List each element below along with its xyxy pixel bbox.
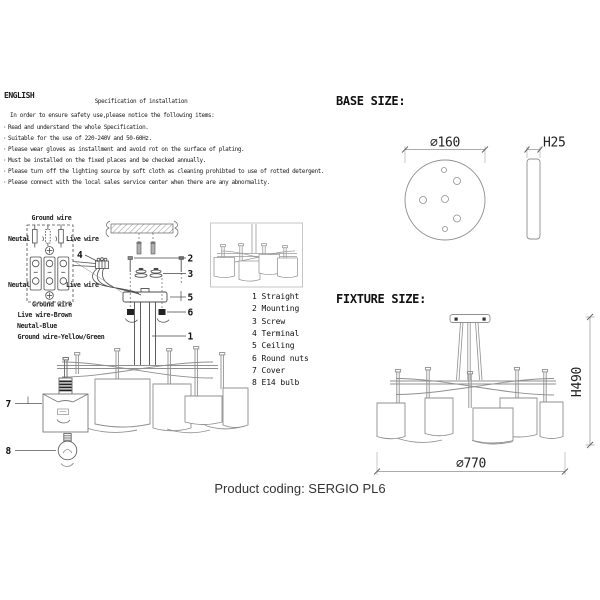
part-number: 8 bbox=[252, 378, 257, 388]
fixture-diameter-label: ∅770 bbox=[455, 456, 487, 472]
safety-item bbox=[3, 144, 324, 155]
part-name: Screw bbox=[261, 316, 286, 326]
wiring-labels bbox=[8, 214, 105, 341]
part-number: 6 bbox=[252, 353, 257, 363]
bullet: · bbox=[3, 146, 7, 153]
safety-item-text: Read and understand the whole Specification. bbox=[8, 124, 149, 131]
live-bottom-label: Live wire bbox=[66, 281, 99, 289]
parts-list-row bbox=[252, 303, 309, 315]
parts-list-row bbox=[252, 291, 309, 303]
callout-mounting: 2 bbox=[187, 253, 194, 265]
base-plate-side-view bbox=[527, 159, 540, 239]
safety-item bbox=[3, 166, 324, 177]
shade bbox=[95, 379, 150, 427]
base-size-section bbox=[336, 94, 566, 240]
safety-items-list bbox=[3, 122, 324, 188]
fixture-height-label: H490 bbox=[570, 366, 585, 398]
ground-wire-top-label: Ground wire bbox=[31, 214, 72, 222]
shade bbox=[540, 402, 563, 439]
bullet: · bbox=[3, 135, 7, 142]
parts-list-row bbox=[252, 353, 309, 365]
part-name: Terminal bbox=[261, 329, 300, 339]
base-size-title: BASE SIZE: bbox=[336, 94, 406, 108]
parts-list-row bbox=[252, 365, 309, 377]
part-name: E14 bulb bbox=[261, 378, 300, 388]
part-number: 2 bbox=[252, 304, 257, 314]
live-top-label: Live wire bbox=[66, 235, 99, 243]
neutral-bottom-label: Neutal bbox=[8, 281, 30, 289]
fixture-size-section bbox=[336, 292, 595, 475]
safety-item bbox=[3, 155, 324, 166]
callout-cover: 7 bbox=[5, 399, 12, 410]
spec-intro: In order to ensure safety use,please notice the following items: bbox=[10, 112, 215, 119]
safety-item bbox=[3, 122, 324, 133]
neutral-top-label: Neutal bbox=[8, 235, 30, 243]
safety-item-text: Please turn off the lighting source by soft cloth as cleaning prohibted to use of rotted detergent. bbox=[8, 168, 325, 175]
wire-color-ground: Ground wire-Yellow/Green bbox=[17, 333, 105, 341]
bullet: · bbox=[3, 157, 7, 164]
round-nut bbox=[127, 309, 134, 315]
mounting-screw bbox=[128, 257, 133, 260]
shade bbox=[185, 396, 222, 425]
shade bbox=[377, 403, 405, 439]
language-label: ENGLISH bbox=[4, 91, 35, 100]
safety-item bbox=[3, 177, 324, 188]
safety-item bbox=[3, 133, 324, 144]
callout-bulb: 8 bbox=[5, 446, 12, 457]
part-number: 5 bbox=[252, 341, 257, 351]
ceiling-hatch bbox=[111, 224, 173, 233]
wire-color-live: Live wire-Brown bbox=[17, 311, 72, 319]
bullet: · bbox=[3, 179, 7, 186]
safety-item-text: Please wear gloves as installment and avoid rot on the surface of plating. bbox=[8, 146, 245, 153]
fixture-thumbnail bbox=[211, 223, 303, 287]
base-diameter-label: ∅160 bbox=[429, 135, 461, 151]
parts-list-row bbox=[252, 340, 309, 352]
product-coding: Product coding: SERGIO PL6 bbox=[214, 481, 386, 496]
callout-terminal: 4 bbox=[77, 250, 83, 261]
callout-straight: 1 bbox=[187, 331, 194, 343]
chandelier-drawing bbox=[15, 347, 248, 467]
part-name: Straight bbox=[261, 292, 300, 301]
ground-wire-bottom-label: Ground wire bbox=[32, 300, 72, 309]
exploded-view bbox=[106, 221, 186, 365]
part-number: 1 bbox=[252, 292, 257, 301]
callout-round-nuts: 6 bbox=[187, 307, 194, 319]
part-name: Ceiling bbox=[261, 341, 295, 351]
e14-bulb bbox=[58, 434, 77, 467]
part-name: Mounting bbox=[261, 304, 300, 314]
fixture-size-title: FIXTURE SIZE: bbox=[336, 292, 427, 306]
safety-item-text: Suitable for the use of 220-240V and 50-60Hz. bbox=[8, 135, 152, 142]
safety-item-text: Please connect with the local sales service center when there are any abnormality. bbox=[8, 179, 270, 186]
socket-assembly bbox=[59, 358, 72, 395]
bullet: · bbox=[3, 124, 7, 131]
callout-screw: 3 bbox=[187, 268, 194, 280]
shade bbox=[223, 388, 248, 428]
part-number: 7 bbox=[252, 366, 257, 376]
round-nut bbox=[159, 309, 166, 315]
parts-list bbox=[252, 291, 309, 390]
part-name: Cover bbox=[261, 366, 286, 376]
canopy-plate bbox=[123, 292, 167, 302]
parts-list-row bbox=[252, 328, 309, 340]
bullet: · bbox=[3, 168, 7, 175]
parts-list-row bbox=[252, 316, 309, 328]
part-number: 4 bbox=[252, 329, 257, 339]
shade bbox=[425, 398, 453, 436]
callout-ceiling: 5 bbox=[187, 292, 194, 304]
spec-title: Specification of installation bbox=[94, 98, 188, 105]
wire-color-neutral: Neutal-Blue bbox=[17, 322, 57, 330]
part-name: Round nuts bbox=[261, 353, 309, 363]
part-number: 3 bbox=[252, 316, 257, 326]
parts-list-row bbox=[252, 377, 309, 389]
lamp-shades bbox=[95, 379, 248, 431]
fixture-shades bbox=[377, 398, 563, 443]
shade bbox=[473, 408, 513, 443]
base-height-label: H25 bbox=[543, 135, 566, 151]
cover-detached bbox=[43, 394, 88, 432]
safety-item-text: Must be installed on the fixed places and be checked annually. bbox=[8, 157, 206, 164]
